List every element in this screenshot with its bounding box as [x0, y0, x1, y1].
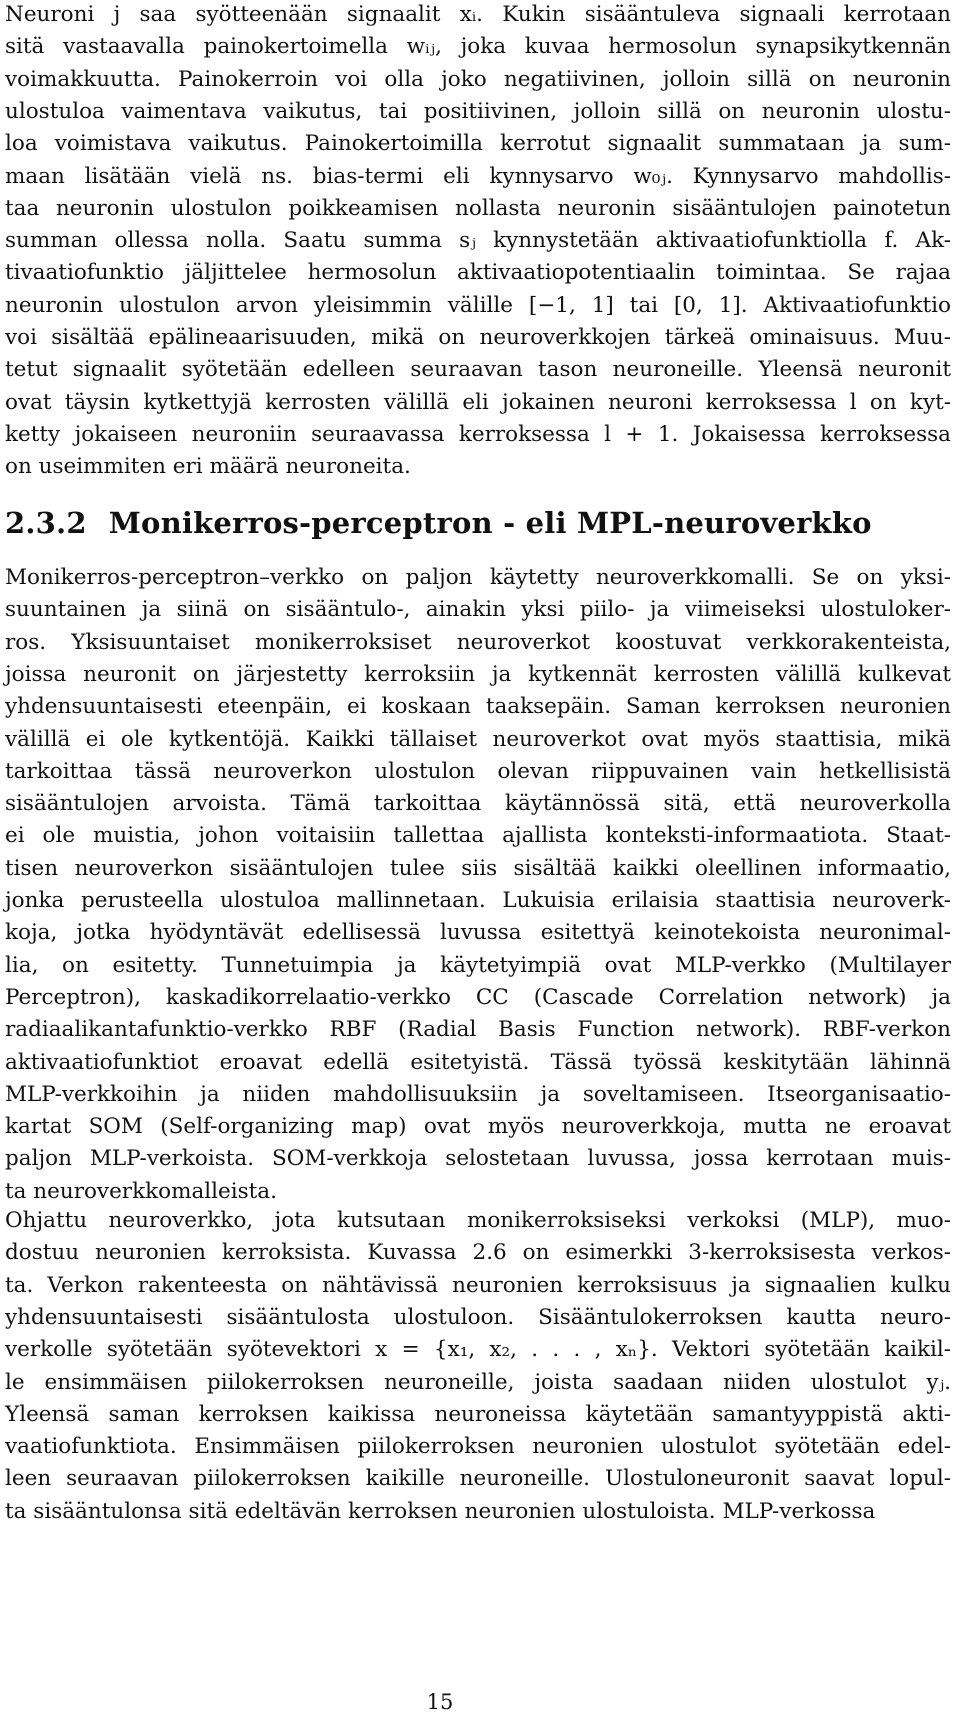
text-line: ovat täysin kytkettyjä kerrosten välillä eli jokainen neuroni kerroksessa l on kyt-	[5, 389, 951, 415]
text-line: yhdensuuntaisesti sisääntulosta ulostuloon. Sisääntulokerroksen kautta neuro-	[5, 1304, 951, 1330]
text-line: maan lisätään vielä ns. bias-termi eli kynnysarvo w₀ⱼ. Kynnysarvo mahdollis-	[5, 163, 951, 189]
text-line: koja, jotka hyödyntävät edellisessä luvussa esitettyä keinotekoista neuronimal-	[5, 920, 951, 946]
text-line: välillä ei ole kytkentöjä. Kaikki tällaiset neuroverkot ovat myös staattisia, mikä	[5, 726, 951, 752]
section-heading	[5, 506, 872, 540]
section-title: Monikerros-perceptron - eli MPL-neuroverkko	[108, 506, 872, 540]
text-line: Neuroni j saa syötteenään signaalit xᵢ. Kukin sisääntuleva signaali kerrotaan	[5, 2, 951, 27]
text-line: tivaatiofunktio jäljittelee hermosolun aktivaatiopotentiaalin toimintaa. Se rajaa	[5, 260, 951, 286]
text-line: Perceptron), kaskadikorrelaatio-verkko CC (Cascade Correlation network) ja	[5, 984, 951, 1010]
text-line: ta sisääntulonsa sitä edeltävän kerroksen neuronien ulostuloista. MLP-verkossa	[5, 1498, 876, 1524]
text-line: sisääntulojen arvoista. Tämä tarkoittaa käytännössä sitä, että neuroverkolla	[5, 791, 951, 817]
text-line: tarkoittaa tässä neuroverkon ulostulon olevan riippuvainen vain hetkellisistä	[5, 758, 951, 784]
text-line: ta. Verkon rakenteesta on nähtävissä neuronien kerroksisuus ja signaalien kulku	[5, 1272, 951, 1298]
text-line: ros. Yksisuuntaiset monikerroksiset neuroverkot koostuvat verkkorakenteista,	[5, 629, 951, 655]
text-line: dostuu neuronien kerroksista. Kuvassa 2.6 on esimerkki 3-kerroksisesta verkos-	[5, 1240, 951, 1266]
text-line: yhdensuuntaisesti eteenpäin, ei koskaan taaksepäin. Saman kerroksen neuronien	[5, 694, 951, 720]
text-line: joissa neuronit on järjestetty kerroksiin ja kytkennät kerrosten välillä kulkevat	[5, 661, 951, 687]
text-line: radiaalikantafunktio-verkko RBF (Radial Basis Function network). RBF-verkon	[5, 1017, 951, 1043]
text-line: vaatiofunktiota. Ensimmäisen piilokerroksen neuronien ulostulot syötetään edel-	[5, 1434, 951, 1460]
text-line: le ensimmäisen piilokerroksen neuroneille, joista saadaan niiden ulostulot yⱼ.	[5, 1369, 951, 1395]
text-line: Monikerros-perceptron–verkko on paljon käytetty neuroverkkomalli. Se on yksi-	[5, 565, 951, 590]
text-line: on useimmiten eri määrä neuroneita.	[5, 454, 411, 480]
text-line: lia, on esitetty. Tunnetuimpia ja käytetyimpiä ovat MLP-verkko (Multilayer	[5, 952, 951, 978]
text-line: voi sisältää epälineaarisuuden, mikä on neuroverkkojen tärkeä ominaisuus. Muu-	[5, 325, 951, 350]
text-line: kartat SOM (Self-organizing map) ovat myös neuroverkkoja, mutta ne eroavat	[5, 1114, 951, 1140]
page-number: 15	[426, 1690, 454, 1714]
text-line: tetut signaalit syötetään edelleen seuraavan tason neuroneille. Yleensä neuronit	[5, 357, 951, 383]
text-line: sitä vastaavalla painokertoimella wᵢⱼ, joka kuvaa hermosolun synapsikytkennän	[5, 34, 951, 60]
text-line: verkolle syötetään syötevektori x = {x₁, x₂, . . . , xₙ}. Vektori syötetään kaikil-	[5, 1337, 951, 1363]
text-line: jonka perusteella ulostuloa mallinnetaan. Lukuisia erilaisia staattisia neuroverk-	[5, 888, 951, 913]
text-line: voimakkuutta. Painokerroin voi olla joko negatiivinen, jolloin sillä on neuronin	[5, 66, 951, 92]
text-line: taa neuronin ulostulon poikkeamisen nollasta neuronin sisääntulojen painotetun	[5, 195, 951, 221]
text-line: paljon MLP-verkoista. SOM-verkkoja selostetaan luvussa, jossa kerrotaan muis-	[5, 1146, 951, 1172]
text-line: leen seuraavan piilokerroksen kaikille neuroneille. Ulostuloneuronit saavat lopul-	[5, 1466, 951, 1492]
text-line: ta neuroverkkomalleista.	[5, 1178, 277, 1204]
text-line: Yleensä saman kerroksen kaikissa neuroneissa käytetään samantyyppistä akti-	[5, 1401, 951, 1427]
text-line: neuronin ulostulon arvon yleisimmin välille [−1, 1] tai [0, 1]. Aktivaatiofunktio	[5, 292, 951, 318]
text-line: ketty jokaiseen neuroniin seuraavassa kerroksessa l + 1. Jokaisessa kerroksessa	[5, 421, 951, 447]
text-line: tisen neuroverkon sisääntulojen tulee siis sisältää kaikki oleellinen informaatio,	[5, 855, 951, 881]
text-line: ei ole muistia, johon voitaisiin tallettaa ajallista konteksti-informaatiota. Staat-	[5, 823, 951, 849]
text-line: summan ollessa nolla. Saatu summa sⱼ kynnystetään aktivaatiofunktiolla f. Ak-	[5, 228, 951, 254]
section-number: 2.3.2	[5, 506, 87, 540]
text-line: loa voimistava vaikutus. Painokertoimilla kerrotut signaalit summataan ja sum-	[5, 131, 951, 157]
text-line: Ohjattu neuroverkko, jota kutsutaan monikerroksiseksi verkoksi (MLP), muo-	[5, 1208, 951, 1233]
text-line: ulostuloa vaimentava vaikutus, tai positiivinen, jolloin sillä on neuronin ulostu-	[5, 98, 951, 124]
text-line: aktivaatiofunktiot eroavat edellä esitetyistä. Tässä työssä keskitytään lähinnä	[5, 1049, 951, 1075]
text-line: suuntainen ja siinä on sisääntulo-, ainakin yksi piilo- ja viimeiseksi ulostuloker-	[5, 597, 951, 623]
text-line: MLP-verkkoihin ja niiden mahdollisuuksiin ja soveltamiseen. Itseorganisaatio-	[5, 1081, 951, 1107]
